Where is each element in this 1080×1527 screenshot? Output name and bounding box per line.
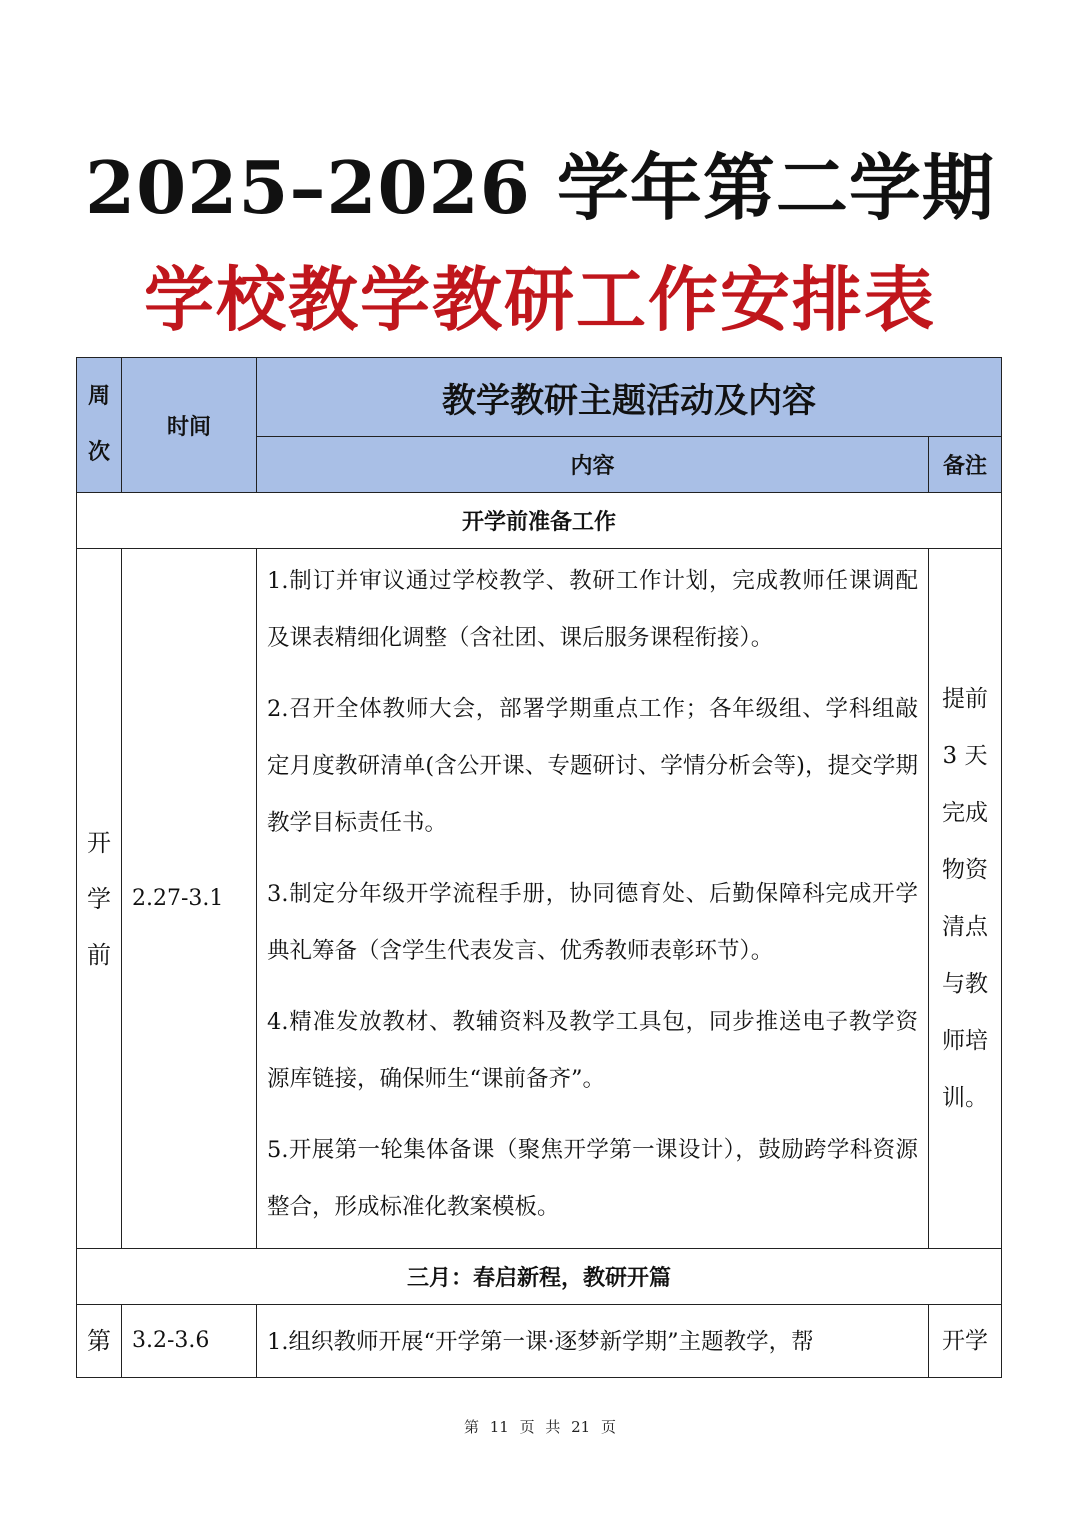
document-subtitle: 学校教学教研工作安排表: [144, 258, 936, 341]
header-theme: 教学教研主题活动及内容: [257, 358, 1002, 437]
section-title-pre-term: 开学前准备工作: [77, 493, 1002, 549]
week-cell: 第: [77, 1305, 122, 1378]
section-row: [77, 493, 1002, 549]
header-week: [77, 358, 122, 493]
content-item-5: 5.开展第一轮集体备课（聚焦开学第一课设计），鼓励跨学科资源整合，形成标准化教案模板。: [267, 1137, 918, 1220]
table-header-row: [77, 358, 1002, 437]
note-line: 与教: [942, 970, 988, 997]
note-line: 物资: [942, 856, 988, 883]
note-line: 提前: [942, 685, 988, 712]
section-row: [77, 1249, 1002, 1305]
note-line: 3 天: [942, 742, 988, 769]
content-item-4: 4.精准发放教材、教辅资料及教学工具包，同步推送电子教学资源库链接，确保师生“课前备齐”。: [267, 1009, 918, 1092]
content-item-3: 3.制定分年级开学流程手册，协同德育处、后勤保障科完成开学典礼筹备（含学生代表发言、优秀教师表彰环节）。: [267, 881, 918, 964]
section-title-march: 三月：春启新程，教研开篇: [77, 1249, 1002, 1305]
time-cell: 3.2-3.6: [122, 1305, 257, 1378]
document-title: 2025–2026 学年第二学期: [85, 145, 995, 230]
header-week-char-1: 周: [87, 384, 110, 409]
week-char: 开: [87, 828, 111, 857]
note-cell: [929, 549, 1002, 1249]
table-row: [77, 549, 1002, 1249]
header-note: 备注: [929, 437, 1002, 493]
content-cell: [257, 549, 929, 1249]
note-line: 训。: [942, 1084, 988, 1111]
content-cell: 1.组织教师开展“开学第一课·逐梦新学期”主题教学，帮: [257, 1305, 929, 1378]
time-cell: 2.27-3.1: [122, 549, 257, 1249]
header-content: 内容: [257, 437, 929, 493]
week-char: 前: [87, 940, 111, 969]
note-line: 完成: [942, 799, 988, 826]
week-char: 学: [87, 884, 111, 913]
note-cell: 开学: [929, 1305, 1002, 1378]
content-item-2: 2.召开全体教师大会，部署学期重点工作；各年级组、学科组敲定月度教研清单(含公开课、专题研讨、学情分析会等)，提交学期教学目标责任书。: [267, 696, 918, 836]
header-week-char-2: 次: [87, 440, 110, 465]
note-line: 清点: [942, 913, 988, 940]
content-item-1: 1.制订并审议通过学校教学、教研工作计划，完成教师任课调配及课表精细化调整（含社团、课后服务课程衔接）。: [267, 568, 918, 651]
week-cell: [77, 549, 122, 1249]
header-time: 时间: [122, 358, 257, 493]
page-number-footer: 第 11 页 共 21 页: [463, 1418, 616, 1436]
table-row: [77, 1305, 1002, 1378]
note-line: 师培: [942, 1027, 988, 1054]
work-schedule-table: [76, 357, 1002, 1378]
